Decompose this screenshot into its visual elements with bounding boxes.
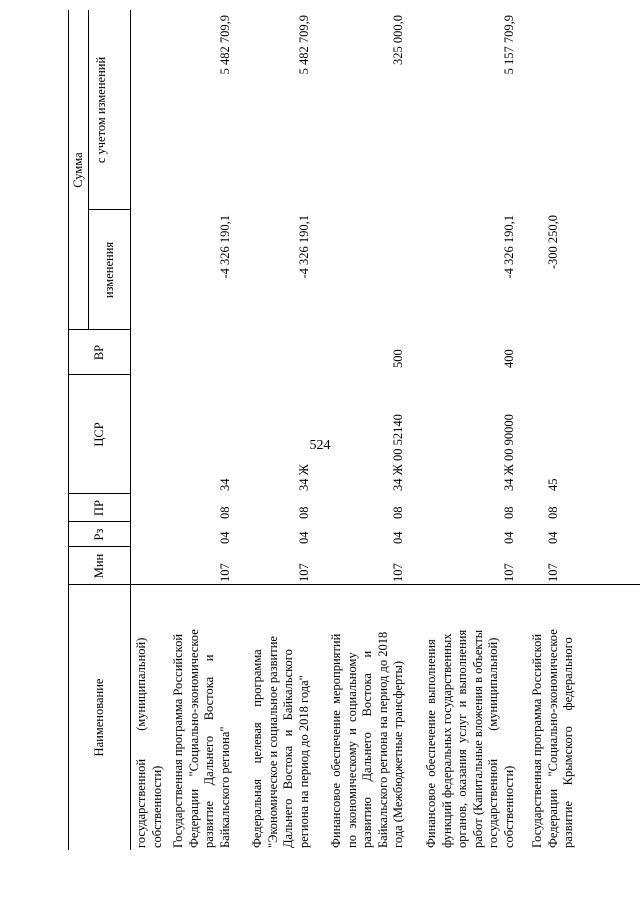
row-name-line: Государственная программа Российской — [530, 633, 544, 848]
row-pr: 08 — [501, 506, 516, 519]
row-name-line: года (Межбюджетные трансферты) — [391, 660, 405, 848]
row-vr: 500 — [391, 349, 405, 368]
row-name-line: работ (Капитальные вложения в объекты — [470, 629, 485, 848]
row-min: 107 — [501, 563, 516, 582]
row-rz: 04 — [217, 531, 232, 544]
row-name-line: Байкальского региона на период до 2018 — [375, 631, 390, 848]
header-with-change: с учетом изменений — [94, 56, 108, 164]
header-rz: Рз — [92, 528, 106, 541]
row-rz: 04 — [296, 531, 311, 544]
row-csr: 34 Ж 00 52140 — [391, 414, 405, 491]
row-name-line: Дальнего Востока и Байкальского — [281, 649, 295, 848]
row-name-line: Байкальского региона" — [217, 726, 232, 848]
row-name-line: развитие Крымского федерального — [561, 637, 575, 848]
row-csr: 34 — [217, 478, 232, 491]
row-name-line: государственной (муниципальной) — [134, 637, 148, 848]
col-divider-name — [68, 584, 640, 585]
row-name-line: органов, оказания услуг и выполнения — [455, 629, 469, 848]
table-border-top — [68, 10, 69, 850]
row-min: 107 — [545, 563, 560, 582]
row-pr: 08 — [391, 506, 405, 519]
row-with-change: 5 482 709,9 — [217, 15, 232, 75]
row-name-line: собственности) — [501, 765, 516, 848]
row-name-line: "Экономическое и социальное развитие — [265, 636, 280, 848]
row-min: 107 — [391, 563, 405, 582]
row-change: -300 250,0 — [545, 215, 560, 270]
row-csr: 34 Ж — [296, 464, 311, 491]
row-name-line: Федеральная целевая программа — [250, 649, 264, 848]
page-number: 524 — [309, 438, 331, 453]
row-name-line: государственной (муниципальной) — [486, 637, 500, 848]
row-name-line: Государственная программа Российской — [171, 633, 185, 848]
row-min: 107 — [217, 563, 232, 582]
header-csr: ЦСР — [92, 422, 106, 447]
row-name-line: Финансовое обеспечение выполнения — [424, 639, 438, 848]
row-name-line: Федерации "Социально-экономическое — [186, 629, 201, 848]
row-rz: 04 — [391, 531, 405, 544]
row-change: -4 326 190,1 — [296, 215, 311, 279]
row-name-line: развитие Дальнего Востока и — [202, 654, 216, 848]
row-change: -4 326 190,1 — [501, 215, 516, 279]
row-name-line: по экономическому и социальному — [344, 652, 359, 848]
row-name-line: Финансовое обеспечение мероприятий — [329, 633, 343, 848]
row-with-change: 5 157 709,9 — [501, 15, 516, 75]
row-name-line: региона на период до 2018 года" — [296, 675, 311, 848]
row-rz: 04 — [545, 531, 560, 544]
row-pr: 08 — [217, 506, 232, 519]
row-with-change: 325 000,0 — [391, 15, 405, 65]
header-bottom — [130, 10, 131, 585]
row-vr: 400 — [501, 349, 516, 368]
row-min: 107 — [296, 563, 311, 582]
row-change: -4 326 190,1 — [217, 215, 232, 279]
row-csr: 34 Ж 00 90000 — [501, 414, 516, 491]
row-name-line: функций федеральных государственных — [439, 633, 454, 848]
header-change: изменения — [102, 241, 116, 299]
row-pr: 08 — [545, 506, 560, 519]
sum-subheader-line — [88, 10, 89, 330]
header-name: Наименование — [92, 678, 106, 757]
header-sum: Сумма — [71, 152, 85, 188]
header-bottom-name — [130, 585, 131, 850]
row-name-line: Федерации "Социально-экономическое — [545, 629, 560, 848]
row-rz: 04 — [501, 531, 516, 544]
header-min: Мин — [92, 553, 106, 579]
header-pr: ПР — [92, 500, 106, 516]
header-vr: ВР — [92, 344, 106, 361]
row-csr: 45 — [545, 478, 560, 491]
row-name-line: развитию Дальнего Востока и — [360, 650, 374, 848]
row-pr: 08 — [296, 506, 311, 519]
row-with-change: 5 482 709,9 — [296, 15, 311, 75]
row-name-line: собственности) — [149, 765, 164, 848]
